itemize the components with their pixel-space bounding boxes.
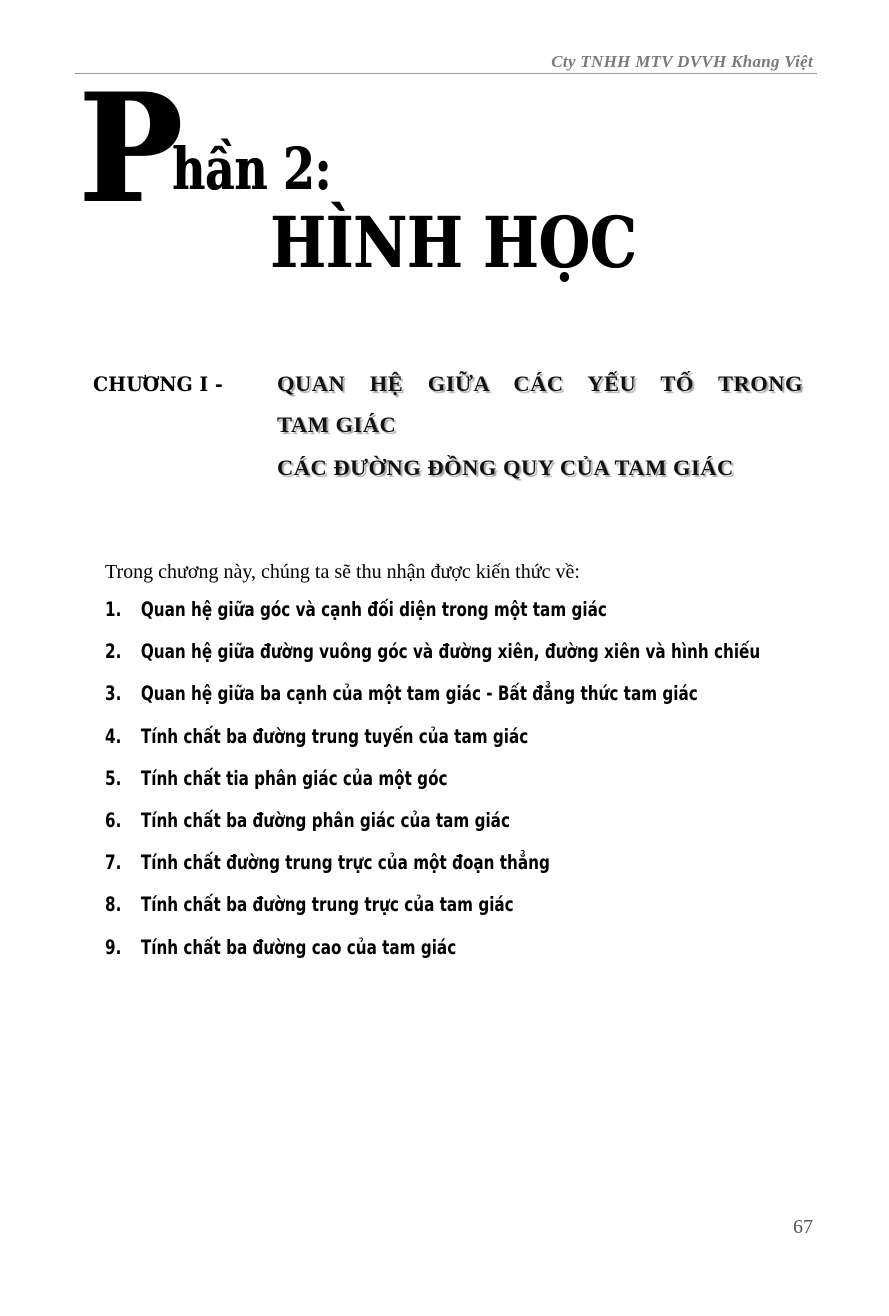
list-item-text: Tính chất ba đường trung trực của tam giác: [140, 893, 514, 917]
list-item: [105, 809, 760, 851]
list-item-number: 8.: [105, 893, 122, 917]
list-item-number: 2.: [105, 640, 122, 664]
list-item: [105, 640, 760, 682]
chapter-title-line-1: QUAN HỆ GIỮA CÁC YẾU TỐ TRONG: [277, 371, 803, 396]
list-item-number: 5.: [105, 766, 122, 790]
list-item: [105, 598, 760, 640]
list-item-text: Tính chất ba đường phân giác của tam giác: [140, 808, 510, 832]
list-item: [105, 851, 760, 893]
chapter-title-line-3: CÁC ĐƯỜNG ĐỒNG QUY CỦA TAM GIÁC: [277, 455, 734, 480]
list-item: [105, 682, 760, 724]
list-item-number: 9.: [105, 935, 122, 959]
list-item-text: Quan hệ giữa ba cạnh của một tam giác - Bất đẳng thức tam giác: [140, 682, 698, 706]
intro-text: Trong chương này, chúng ta sẽ thu nhận được kiến thức về:: [105, 561, 580, 583]
list-item-text: Tính chất ba đường cao của tam giác: [140, 935, 457, 959]
list-item-text: Tính chất ba đường trung tuyến của tam giác: [140, 724, 529, 748]
running-header: Cty TNHH MTV DVVH Khang Việt: [551, 52, 813, 71]
chapter-title-line-2: TAM GIÁC: [277, 412, 397, 437]
page-number: 67: [793, 1216, 813, 1238]
part-title: HÌNH HỌC: [270, 201, 637, 284]
list-item-number: 1.: [105, 598, 122, 621]
list-item-number: 7.: [105, 851, 122, 875]
list-item: [105, 893, 760, 935]
list-item-text: Tính chất tia phân giác của một góc: [140, 766, 448, 790]
header-divider: [75, 73, 817, 74]
list-item-text: Quan hệ giữa góc và cạnh đối diện trong một tam giác: [140, 598, 607, 621]
list-item-number: 3.: [105, 682, 122, 706]
list-item-text: Tính chất đường trung trực của một đoạn thẳng: [140, 851, 550, 875]
list-item-text: Quan hệ giữa đường vuông góc và đường xiên, đường xiên và hình chiếu: [140, 640, 761, 664]
part-initial-letter: P: [78, 61, 182, 237]
topic-list: [105, 598, 889, 978]
list-item-number: 6.: [105, 808, 122, 832]
list-item-number: 4.: [105, 724, 122, 748]
list-item: [105, 725, 760, 767]
list-item: [105, 936, 760, 978]
list-item: [105, 767, 760, 809]
chapter-label: CHƯƠNG I -: [93, 372, 223, 396]
part-heading: hần 2:: [172, 135, 332, 203]
